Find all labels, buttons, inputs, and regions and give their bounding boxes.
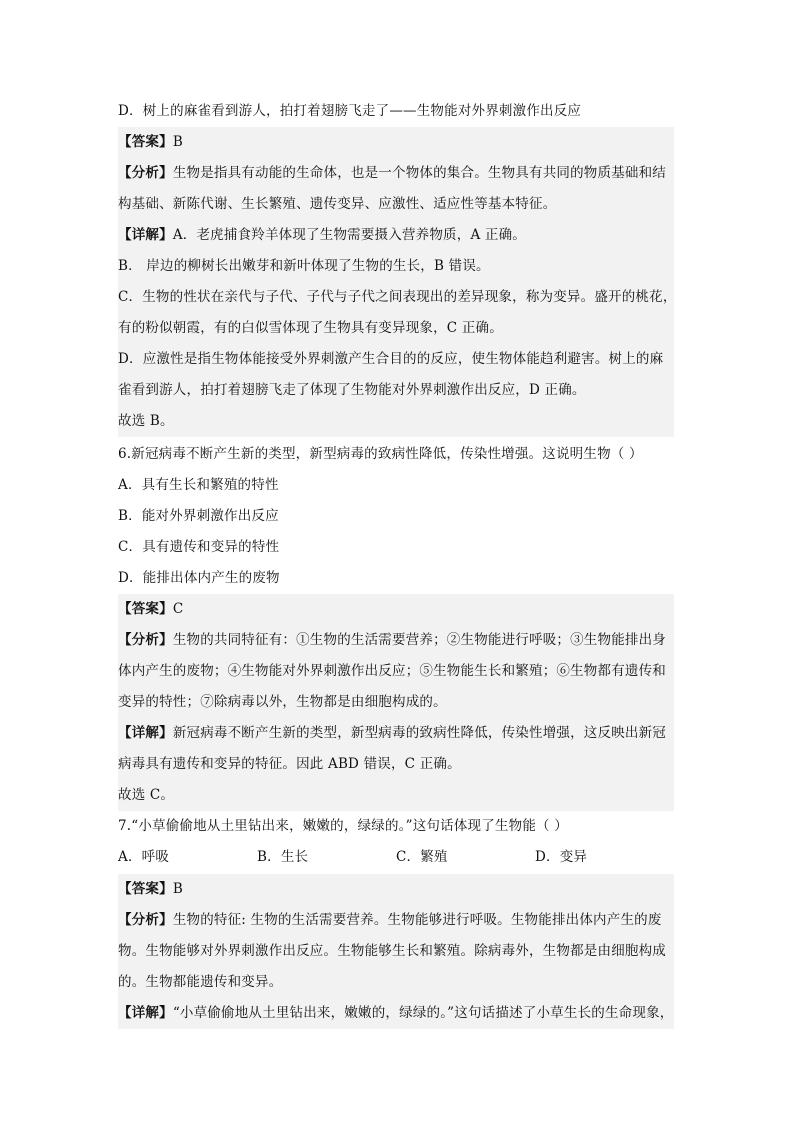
detail-tag: 【详解】 — [118, 1005, 173, 1021]
q6-conclusion: 故选 C。 — [118, 787, 175, 803]
q7-option-d: D．变异 — [535, 849, 588, 865]
analysis-text: 生物的共同特征有：①生物的生活需要营养；②生物能进行呼吸；③生物能排出身 — [172, 632, 667, 648]
q6-analysis-line-2: 体内产生的废物；④生物能对外界刺激作出反应；⑤生物能生长和繁殖；⑥生物都有遗传和 — [118, 663, 666, 679]
q7-answer-line — [118, 874, 674, 905]
q7-solution-block — [118, 874, 674, 1029]
q5-conclusion: 故选 B。 — [118, 413, 174, 429]
q5-detail-line-3: C．生物的性状在亲代与子代、子代与子代之间表现出的差异现象，称为变异。盛开的桃花， — [118, 289, 677, 305]
q7-option-c: C．繁殖 — [396, 849, 448, 865]
q5-analysis-line-2: 构基础、新陈代谢、生长繁殖、遗传变异、应激性、适应性等基本特征。 — [118, 196, 557, 212]
answer-value: C — [172, 601, 184, 617]
detail-tag: 【详解】 — [118, 725, 173, 741]
q5-detail-line-1 — [118, 220, 674, 251]
q6-stem: 6.新冠病毒不断产生新的类型，新型病毒的致病性降低，传染性增强。这说明生物（ ） — [118, 446, 643, 462]
analysis-tag: 【分析】 — [118, 165, 173, 181]
answer-value: B — [172, 881, 183, 897]
q7-analysis-line-3: 的。生物都能遗传和变异。 — [118, 974, 283, 990]
detail-text: A．老虎捕食羚羊体现了生物需要摄入营养物质，A 正确。 — [172, 227, 527, 243]
q7-option-b: B．生长 — [257, 849, 309, 865]
q6-option-d: D．能排出体内产生的废物 — [118, 570, 280, 586]
q6-analysis-line-1 — [118, 625, 674, 656]
q6-detail-line-1 — [118, 718, 674, 749]
detail-tag: 【详解】 — [118, 227, 173, 243]
q5-analysis-line-1 — [118, 158, 674, 189]
q6-option-a: A．具有生长和繁殖的特性 — [118, 477, 279, 493]
detail-text: “小草偷偷地从土里钻出来，嫩嫩的，绿绿的。”这句话描述了小草生长的生命现象， — [172, 1005, 674, 1021]
q5-option-d-block — [118, 96, 674, 127]
q6-option-c: C．具有遗传和变异的特性 — [118, 539, 280, 555]
q5-solution-block — [118, 127, 677, 437]
q5-option-d: D．树上的麻雀看到游人，拍打着翅膀飞走了——生物能对外界刺激作出反应 — [118, 103, 582, 119]
q7-detail-line-1 — [118, 998, 674, 1029]
q7-analysis-line-2: 物。生物能够对外界刺激作出反应。生物能够生长和繁殖。除病毒外，生物都是由细胞构成 — [118, 943, 666, 959]
q6-detail-line-2: 病毒具有遗传和变异的特征。因此 ABD 错误，C 正确。 — [118, 756, 461, 772]
q6-option-b: B．能对外界刺激作出反应 — [118, 508, 279, 524]
detail-text: 新冠病毒不断产生新的类型，新型病毒的致病性降低，传染性增强，这反映出新冠 — [172, 725, 667, 741]
q5-answer-line — [118, 127, 674, 158]
q5-detail-line-6: 雀看到游人，拍打着翅膀飞走了体现了生物能对外界刺激作出反应，D 正确。 — [118, 382, 586, 398]
q7-analysis-line-1 — [118, 905, 674, 936]
q7-option-a: A．呼吸 — [118, 849, 170, 865]
answer-tag: 【答案】 — [118, 601, 173, 617]
analysis-text: 生物的特征: 生物的生活需要营养。生物能够进行呼吸。生物能排出体内产生的废 — [172, 912, 662, 928]
q6-answer-line — [118, 594, 674, 625]
q6-analysis-line-3: 变异的特性；⑦除病毒以外，生物都是由细胞构成的。 — [118, 694, 447, 710]
answer-tag: 【答案】 — [118, 881, 173, 897]
answer-value: B — [172, 134, 183, 150]
q6-solution-block — [118, 594, 674, 811]
analysis-text: 生物是指具有动能的生命体，也是一个物体的集合。生物具有共同的物质基础和结 — [172, 165, 667, 181]
q5-detail-line-4: 有的粉似朝霞，有的白似雪体现了生物具有变异现象，C 正确。 — [118, 320, 503, 336]
q7-options-row — [118, 842, 674, 873]
analysis-tag: 【分析】 — [118, 632, 173, 648]
analysis-tag: 【分析】 — [118, 912, 173, 928]
q6-question-block — [118, 439, 674, 594]
q5-detail-line-2: B． 岸边的柳树长出嫩芽和新叶体现了生物的生长，B 错误。 — [118, 258, 490, 274]
q7-stem: 7.“小草偷偷地从土里钻出来，嫩嫩的，绿绿的。”这句话体现了生物能（ ） — [118, 818, 568, 834]
q7-question-block — [118, 811, 674, 873]
q5-detail-line-5: D．应激性是指生物体能接受外界刺激产生合目的的反应，使生物体能趋利避害。树上的麻 — [118, 351, 664, 367]
answer-tag: 【答案】 — [118, 134, 173, 150]
